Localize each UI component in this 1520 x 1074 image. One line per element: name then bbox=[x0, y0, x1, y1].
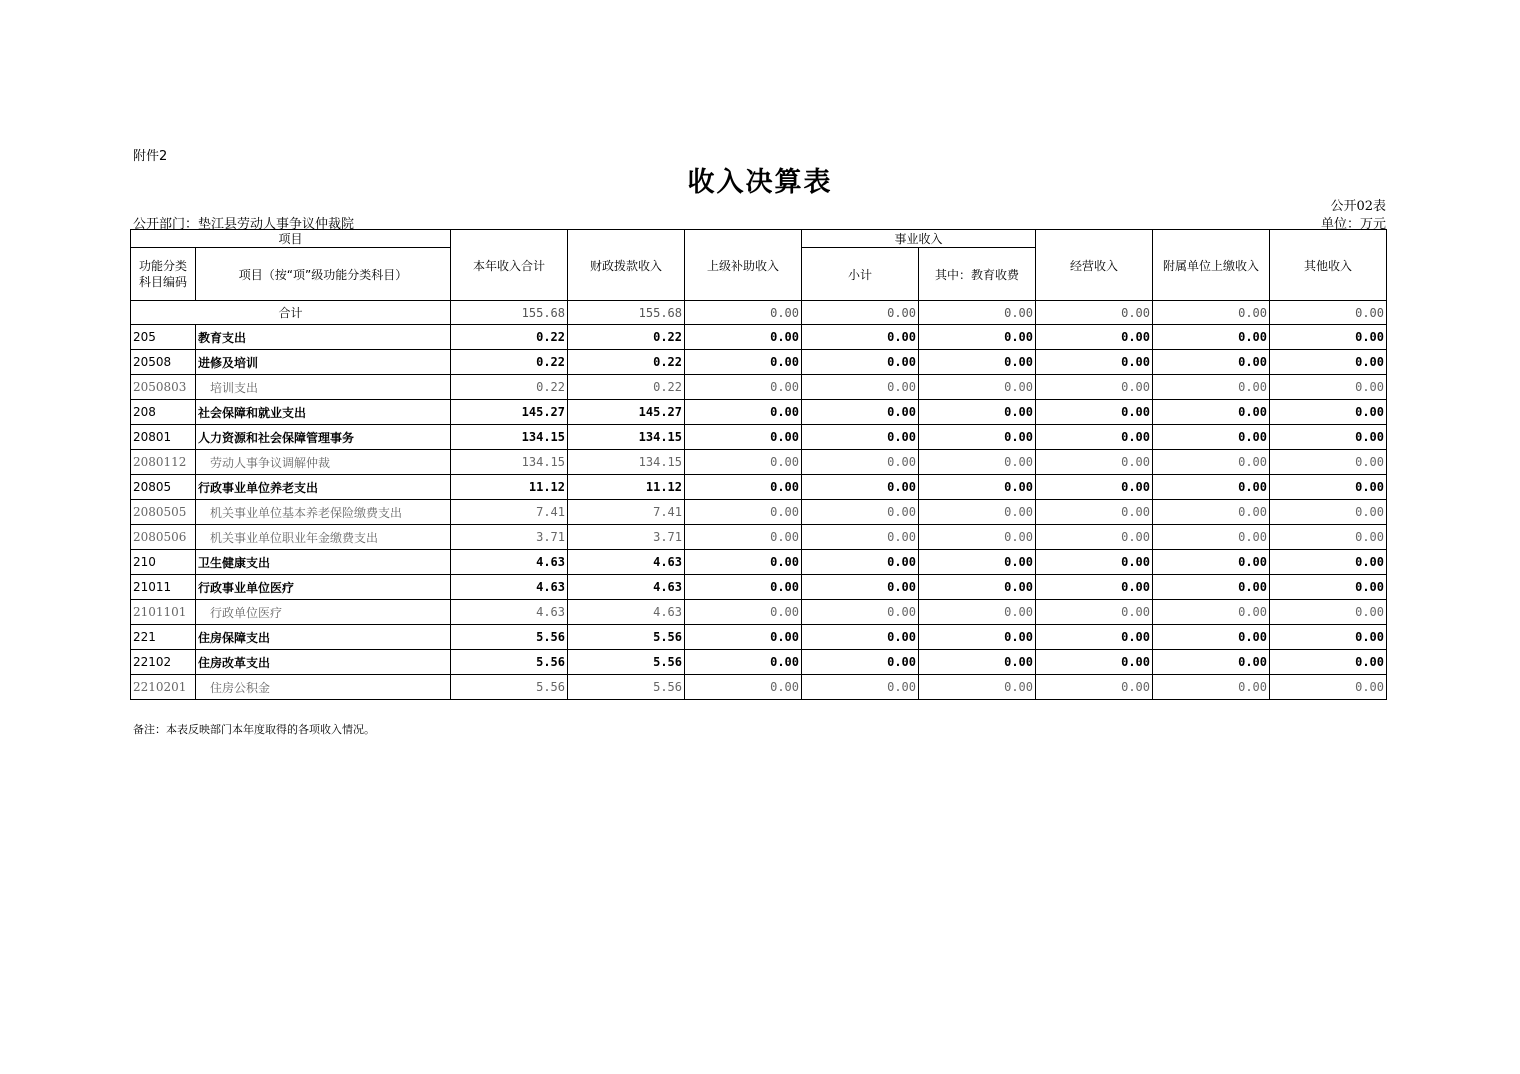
row-value: 0.00 bbox=[919, 600, 1036, 625]
row-code: 20508 bbox=[131, 350, 196, 375]
row-value: 0.00 bbox=[802, 575, 919, 600]
row-value: 0.00 bbox=[1153, 575, 1270, 600]
row-value: 0.00 bbox=[802, 400, 919, 425]
row-value: 0.00 bbox=[1270, 675, 1387, 700]
row-name: 行政事业单位医疗 bbox=[196, 575, 451, 600]
row-code: 208 bbox=[131, 400, 196, 425]
row-name: 行政单位医疗 bbox=[196, 600, 451, 625]
table-row bbox=[131, 325, 1387, 350]
row-code: 210 bbox=[131, 550, 196, 575]
row-code: 2210201 bbox=[131, 675, 196, 700]
row-value: 0.00 bbox=[1153, 500, 1270, 525]
table-row bbox=[131, 525, 1387, 550]
total-cell: 155.68 bbox=[568, 301, 685, 325]
row-value: 0.00 bbox=[802, 375, 919, 400]
header-code: 功能分类科目编码 bbox=[131, 248, 196, 301]
row-value: 0.00 bbox=[685, 325, 802, 350]
row-value: 0.00 bbox=[685, 575, 802, 600]
row-value: 0.00 bbox=[1036, 450, 1153, 475]
row-code: 2080112 bbox=[131, 450, 196, 475]
row-name: 行政事业单位养老支出 bbox=[196, 475, 451, 500]
table-row bbox=[131, 400, 1387, 425]
row-value: 7.41 bbox=[568, 500, 685, 525]
row-value: 3.71 bbox=[451, 525, 568, 550]
row-value: 0.00 bbox=[802, 600, 919, 625]
row-code: 20805 bbox=[131, 475, 196, 500]
row-value: 0.00 bbox=[685, 400, 802, 425]
row-value: 5.56 bbox=[568, 650, 685, 675]
row-value: 0.00 bbox=[802, 325, 919, 350]
table-row bbox=[131, 575, 1387, 600]
header-subtotal: 小计 bbox=[802, 248, 919, 301]
total-cell: 0.00 bbox=[1036, 301, 1153, 325]
header-affiliated: 附属单位上缴收入 bbox=[1153, 230, 1270, 301]
row-value: 0.00 bbox=[685, 500, 802, 525]
row-code: 2101101 bbox=[131, 600, 196, 625]
row-value: 3.71 bbox=[568, 525, 685, 550]
row-value: 0.00 bbox=[1153, 325, 1270, 350]
row-value: 5.56 bbox=[451, 650, 568, 675]
row-value: 0.00 bbox=[1153, 475, 1270, 500]
header-education-fees: 其中：教育收费 bbox=[919, 248, 1036, 301]
row-value: 0.00 bbox=[1153, 550, 1270, 575]
table-row bbox=[131, 450, 1387, 475]
row-value: 134.15 bbox=[568, 450, 685, 475]
row-value: 0.00 bbox=[919, 525, 1036, 550]
row-code: 205 bbox=[131, 325, 196, 350]
row-name: 培训支出 bbox=[196, 375, 451, 400]
table-row bbox=[131, 350, 1387, 375]
row-value: 5.56 bbox=[451, 625, 568, 650]
table-row bbox=[131, 425, 1387, 450]
row-value: 0.00 bbox=[802, 475, 919, 500]
row-name: 住房保障支出 bbox=[196, 625, 451, 650]
row-code: 21011 bbox=[131, 575, 196, 600]
table-row bbox=[131, 650, 1387, 675]
row-value: 0.00 bbox=[1270, 375, 1387, 400]
row-value: 0.22 bbox=[451, 350, 568, 375]
row-value: 11.12 bbox=[568, 475, 685, 500]
row-value: 0.00 bbox=[1270, 325, 1387, 350]
row-value: 0.00 bbox=[1036, 400, 1153, 425]
row-value: 0.00 bbox=[919, 400, 1036, 425]
row-value: 0.00 bbox=[1270, 425, 1387, 450]
row-value: 0.00 bbox=[1270, 400, 1387, 425]
row-code: 22102 bbox=[131, 650, 196, 675]
row-value: 0.00 bbox=[1270, 575, 1387, 600]
row-value: 0.22 bbox=[568, 350, 685, 375]
row-value: 0.00 bbox=[1036, 375, 1153, 400]
header-operating: 经营收入 bbox=[1036, 230, 1153, 301]
row-value: 0.00 bbox=[919, 650, 1036, 675]
row-value: 0.00 bbox=[802, 425, 919, 450]
row-value: 4.63 bbox=[568, 575, 685, 600]
row-code: 221 bbox=[131, 625, 196, 650]
header-total-income: 本年收入合计 bbox=[451, 230, 568, 301]
row-value: 0.00 bbox=[919, 425, 1036, 450]
row-value: 0.00 bbox=[1036, 500, 1153, 525]
total-cell: 0.00 bbox=[1153, 301, 1270, 325]
total-cell: 0.00 bbox=[802, 301, 919, 325]
row-value: 4.63 bbox=[568, 600, 685, 625]
row-value: 0.00 bbox=[1036, 325, 1153, 350]
row-value: 0.00 bbox=[1270, 450, 1387, 475]
total-cell: 155.68 bbox=[451, 301, 568, 325]
row-value: 0.00 bbox=[1036, 600, 1153, 625]
total-label: 合计 bbox=[131, 301, 451, 325]
row-value: 5.56 bbox=[568, 625, 685, 650]
table-number: 公开02表 bbox=[1330, 199, 1386, 214]
row-name: 进修及培训 bbox=[196, 350, 451, 375]
row-value: 0.00 bbox=[685, 650, 802, 675]
header-name: 项目（按“项”级功能分类科目） bbox=[196, 248, 451, 301]
header-fiscal: 财政拨款收入 bbox=[568, 230, 685, 301]
row-value: 0.00 bbox=[685, 375, 802, 400]
table-row bbox=[131, 675, 1387, 700]
row-value: 0.22 bbox=[568, 375, 685, 400]
row-value: 0.00 bbox=[1036, 550, 1153, 575]
row-value: 0.00 bbox=[1036, 650, 1153, 675]
row-value: 0.00 bbox=[1153, 625, 1270, 650]
row-name: 住房改革支出 bbox=[196, 650, 451, 675]
row-value: 11.12 bbox=[451, 475, 568, 500]
header-other: 其他收入 bbox=[1270, 230, 1387, 301]
row-value: 145.27 bbox=[568, 400, 685, 425]
table-row bbox=[131, 475, 1387, 500]
row-value: 0.00 bbox=[802, 550, 919, 575]
row-name: 人力资源和社会保障管理事务 bbox=[196, 425, 451, 450]
row-value: 0.00 bbox=[1153, 375, 1270, 400]
row-value: 0.00 bbox=[1036, 575, 1153, 600]
row-value: 0.00 bbox=[802, 350, 919, 375]
row-name: 卫生健康支出 bbox=[196, 550, 451, 575]
row-value: 5.56 bbox=[451, 675, 568, 700]
row-value: 0.00 bbox=[802, 450, 919, 475]
table-row bbox=[131, 375, 1387, 400]
row-value: 0.00 bbox=[802, 650, 919, 675]
row-code: 2080506 bbox=[131, 525, 196, 550]
row-value: 0.00 bbox=[919, 550, 1036, 575]
row-value: 0.00 bbox=[1036, 425, 1153, 450]
row-name: 机关事业单位职业年金缴费支出 bbox=[196, 525, 451, 550]
row-value: 0.00 bbox=[1270, 650, 1387, 675]
row-value: 0.00 bbox=[1153, 350, 1270, 375]
row-value: 4.63 bbox=[451, 575, 568, 600]
row-value: 0.00 bbox=[685, 350, 802, 375]
footnote: 备注：本表反映部门本年度取得的各项收入情况。 bbox=[133, 723, 375, 736]
row-value: 0.00 bbox=[1270, 550, 1387, 575]
row-value: 0.00 bbox=[685, 525, 802, 550]
row-value: 0.22 bbox=[451, 325, 568, 350]
row-value: 0.00 bbox=[685, 550, 802, 575]
row-value: 0.00 bbox=[1036, 625, 1153, 650]
row-value: 0.00 bbox=[1036, 675, 1153, 700]
row-value: 0.00 bbox=[685, 425, 802, 450]
row-name: 教育支出 bbox=[196, 325, 451, 350]
page-title: 收入决算表 bbox=[687, 167, 833, 198]
row-value: 0.00 bbox=[1153, 425, 1270, 450]
row-name: 劳动人事争议调解仲裁 bbox=[196, 450, 451, 475]
row-code: 2050803 bbox=[131, 375, 196, 400]
row-value: 0.00 bbox=[919, 625, 1036, 650]
row-value: 0.22 bbox=[451, 375, 568, 400]
row-value: 0.00 bbox=[1036, 475, 1153, 500]
row-name: 社会保障和就业支出 bbox=[196, 400, 451, 425]
row-value: 0.00 bbox=[802, 675, 919, 700]
header-superior-subsidy: 上级补助收入 bbox=[685, 230, 802, 301]
row-value: 0.00 bbox=[1153, 600, 1270, 625]
row-code: 20801 bbox=[131, 425, 196, 450]
row-value: 4.63 bbox=[568, 550, 685, 575]
row-value: 0.00 bbox=[1153, 400, 1270, 425]
row-value: 0.00 bbox=[1036, 350, 1153, 375]
row-value: 0.00 bbox=[1153, 675, 1270, 700]
table-row bbox=[131, 625, 1387, 650]
header-business-group: 事业收入 bbox=[802, 230, 1036, 248]
row-name: 机关事业单位基本养老保险缴费支出 bbox=[196, 500, 451, 525]
row-value: 4.63 bbox=[451, 550, 568, 575]
row-value: 0.00 bbox=[685, 450, 802, 475]
attachment-label: 附件2 bbox=[133, 149, 168, 164]
row-value: 0.00 bbox=[1153, 650, 1270, 675]
row-value: 0.00 bbox=[919, 675, 1036, 700]
row-value: 0.00 bbox=[1270, 600, 1387, 625]
row-value: 4.63 bbox=[451, 600, 568, 625]
table-row bbox=[131, 550, 1387, 575]
row-value: 0.00 bbox=[802, 525, 919, 550]
income-table bbox=[130, 229, 1387, 700]
row-value: 0.00 bbox=[919, 475, 1036, 500]
total-row bbox=[131, 301, 1387, 325]
row-value: 0.00 bbox=[1153, 450, 1270, 475]
total-cell: 0.00 bbox=[1270, 301, 1387, 325]
unit-label: 单位：万元 bbox=[1320, 217, 1386, 232]
row-name: 住房公积金 bbox=[196, 675, 451, 700]
row-value: 7.41 bbox=[451, 500, 568, 525]
row-value: 0.00 bbox=[1153, 525, 1270, 550]
header-item-group: 项目 bbox=[131, 230, 451, 248]
row-value: 0.00 bbox=[919, 500, 1036, 525]
row-value: 0.00 bbox=[1270, 525, 1387, 550]
row-value: 0.00 bbox=[1270, 500, 1387, 525]
row-value: 0.00 bbox=[919, 350, 1036, 375]
department-label: 公开部门：垫江县劳动人事争议仲裁院 bbox=[133, 217, 355, 232]
row-value: 134.15 bbox=[451, 450, 568, 475]
row-value: 0.00 bbox=[1036, 525, 1153, 550]
row-value: 0.00 bbox=[802, 500, 919, 525]
total-cell: 0.00 bbox=[685, 301, 802, 325]
row-value: 145.27 bbox=[451, 400, 568, 425]
row-value: 134.15 bbox=[568, 425, 685, 450]
row-value: 0.00 bbox=[919, 375, 1036, 400]
row-value: 0.00 bbox=[802, 625, 919, 650]
row-value: 0.00 bbox=[685, 600, 802, 625]
total-cell: 0.00 bbox=[919, 301, 1036, 325]
row-value: 0.00 bbox=[919, 450, 1036, 475]
row-value: 5.56 bbox=[568, 675, 685, 700]
row-value: 134.15 bbox=[451, 425, 568, 450]
row-value: 0.00 bbox=[1270, 350, 1387, 375]
row-value: 0.00 bbox=[1270, 475, 1387, 500]
row-value: 0.00 bbox=[919, 575, 1036, 600]
table-row bbox=[131, 500, 1387, 525]
row-value: 0.00 bbox=[685, 625, 802, 650]
table-row bbox=[131, 600, 1387, 625]
row-code: 2080505 bbox=[131, 500, 196, 525]
row-value: 0.22 bbox=[568, 325, 685, 350]
row-value: 0.00 bbox=[1270, 625, 1387, 650]
row-value: 0.00 bbox=[919, 325, 1036, 350]
row-value: 0.00 bbox=[685, 675, 802, 700]
row-value: 0.00 bbox=[685, 475, 802, 500]
